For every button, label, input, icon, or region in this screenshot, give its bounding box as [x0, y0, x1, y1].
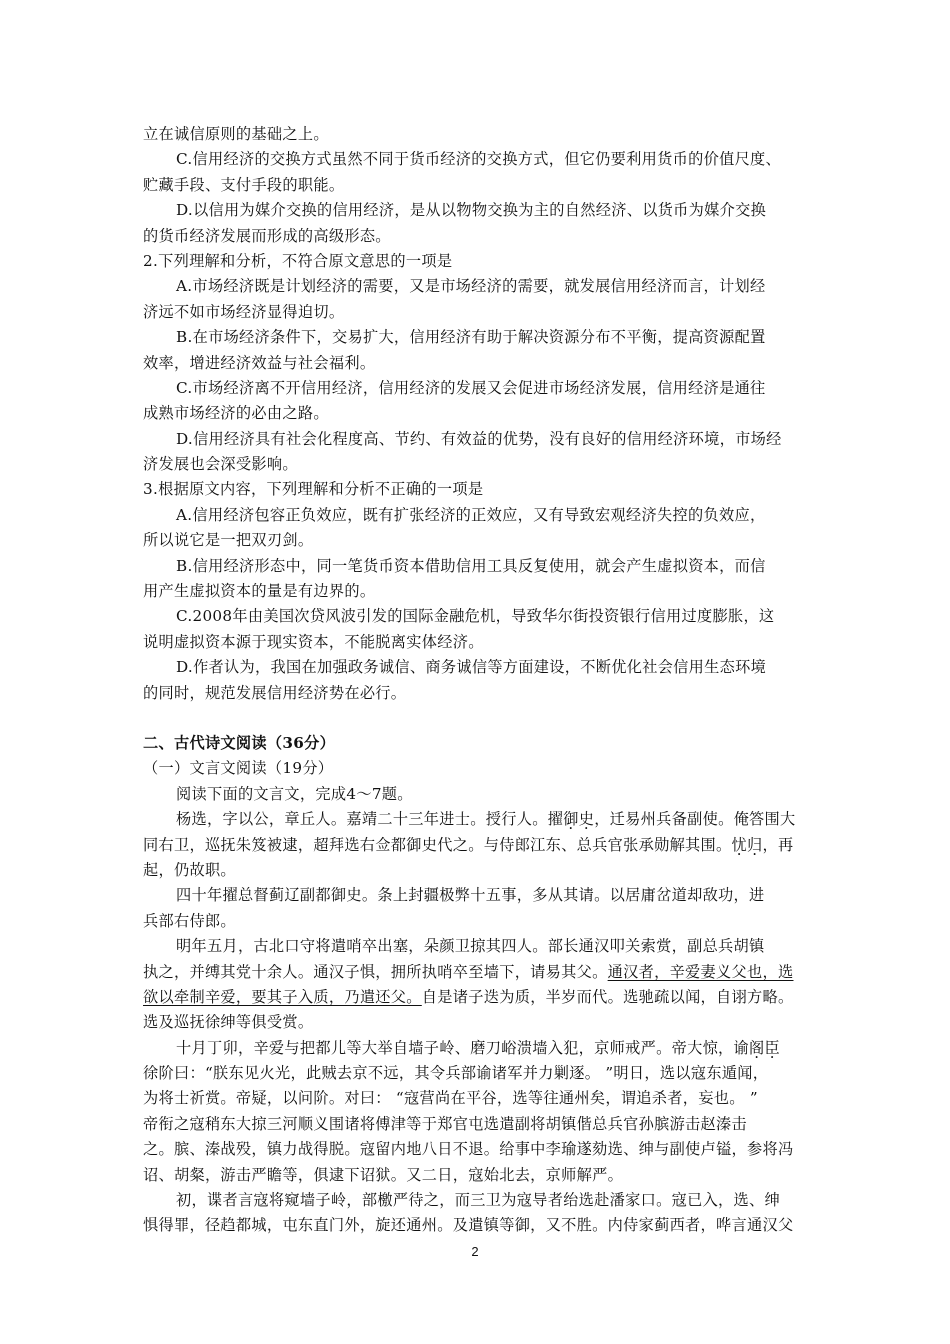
- section-heading: 二、古代诗文阅读（36分）: [143, 733, 336, 752]
- emphasized-char: 归: [747, 835, 763, 854]
- subsection-heading: （一）文言文阅读（19分）: [143, 759, 334, 778]
- option-a: A.信用经济包容正负效应，既有扩张经济的正效应，又有导致宏观经济失控的负效应，: [176, 505, 766, 524]
- emphasized-char: 忧: [731, 835, 748, 854]
- passage-line: 初，谍者言寇将窥墙子岭，部檄严待之，而三卫为寇导者绐选赴潘家口。寇已入，选、绅: [176, 1191, 781, 1210]
- emphasized-char: 臣: [764, 1038, 781, 1057]
- passage-line: 四十年擢总督蓟辽副都御史。条上封疆极弊十五事，多从其请。以居庸岔道却敌功，进: [176, 886, 765, 905]
- passage-line: [143, 833, 811, 858]
- passage-line: 之。膑、溱战殁，镇力战得脱。寇留内地八日不退。给事中李瑜遂劾选、绅与副使卢镒，参将冯: [143, 1140, 794, 1159]
- emphasized-char: 阁: [749, 1038, 765, 1057]
- emphasized-char: 史: [578, 810, 595, 829]
- passage-line: 明年五月，古北口守将遣哨卒出塞，朵颜卫掠其四人。部长通汉叩关索赏，副总兵胡镇: [176, 937, 765, 956]
- text-line: 济发展也会深受影响。: [143, 455, 298, 474]
- text-line: 所以说它是一把双刃剑。: [143, 531, 314, 550]
- passage-line: [143, 1036, 811, 1061]
- passage-text: 同右卫，巡抚朱笈被逮，超拜选右佥都御史代之。与侍郎江东、总兵官张承勋解其围。: [143, 835, 732, 854]
- text-line: 用产生虚拟资本的量是有边界的。: [143, 582, 376, 601]
- option-d: D.作者认为，我国在加强政务诚信、商务诚信等方面建设，不断优化社会信用生态环境: [176, 658, 767, 677]
- question-3: 3.根据原文内容，下列理解和分析不正确的一项是: [143, 480, 484, 499]
- passage-line: 徐阶曰：“朕东见火光，此贼去京不远，其令兵部谕诸军并力剿逐。 ”明日，选以寇东遁闻，: [143, 1064, 769, 1083]
- option-d: D.信用经济具有社会化程度高、节约、有效益的优势，没有良好的信用经济环境，市场经: [176, 429, 782, 448]
- passage-line: [143, 985, 811, 1010]
- option-a: A.市场经济既是计划经济的需要，又是市场经济的需要，就发展信用经济而言，计划经: [176, 277, 766, 296]
- instruction: 阅读下面的文言文，完成4～7题。: [176, 784, 413, 803]
- underlined-sentence: 欲以牵制辛爱，要其子入质，乃遣还父。: [143, 987, 422, 1006]
- option-c: C.市场经济离不开信用经济，信用经济的发展又会促进市场经济发展，信用经济是通往: [176, 378, 766, 397]
- underlined-sentence: 通汉者，辛爱妻义父也，选: [607, 962, 794, 981]
- text-line: 济远不如市场经济显得迫切。: [143, 302, 345, 321]
- text-line: 立在诚信原则的基础之上。: [143, 125, 329, 143]
- passage-line: 起，仍故职。: [143, 860, 236, 879]
- passage-line: 惧得罪，径趋都城，屯东直门外，旋还通州。及遣镇等御，又不胜。内侍家蓟西者，哗言通汉父: [143, 1216, 794, 1235]
- unpunctuated-sentence: 帝衔之寇稍东大掠三河顺义围诸将傅津等于郑官屯选遣副将胡镇偕总兵官孙膑游击赵溱击: [143, 1114, 748, 1133]
- passage-text: 执之，并缚其党十余人。通汉子惧，拥所执哨卒至墙下，请易其父。: [143, 962, 608, 981]
- option-c: C.信用经济的交换方式虽然不同于货币经济的交换方式，但它仍要利用货币的价值尺度、: [176, 150, 782, 169]
- text-line: 效率，增进经济效益与社会福利。: [143, 353, 376, 372]
- passage-text: 十月丁卯，辛爱与把都儿等大举自墙子岭、磨刀峪溃墙入犯，京师戒严。帝大惊，谕: [176, 1038, 750, 1057]
- text-line: 说明虚拟资本源于现实资本，不能脱离实体经济。: [143, 632, 484, 651]
- passage-line: 为将士祈赏。帝疑，以问阶。对曰： “寇营尚在平谷，选等往通州矣，谓追杀者，妄也。 ”: [143, 1089, 758, 1108]
- question-2: 2.下列理解和分析，不符合原文意思的一项是: [143, 251, 453, 270]
- page-content: [143, 122, 811, 1239]
- option-c: C.2008年由美国次贷风波引发的国际金融危机，导致华尔街投资银行信用过度膨胀，这: [176, 607, 775, 626]
- passage-text: 自是诸子迭为质，半岁而代。选驰疏以闻，自诩方略。: [421, 987, 794, 1006]
- passage-text: 杨选，字以公，章丘人。嘉靖二十三年进士。授行人。擢: [176, 810, 564, 829]
- option-b: B.在市场经济条件下，交易扩大，信用经济有助于解决资源分布不平衡，提高资源配置: [176, 328, 766, 347]
- emphasized-char: 御: [563, 810, 579, 829]
- text-line: 的同时，规范发展信用经济势在必行。: [143, 683, 407, 702]
- option-d: D.以信用为媒介交换的信用经济，是从以物物交换为主的自然经济、以货币为媒介交换: [176, 201, 767, 220]
- passage-line: [143, 960, 811, 985]
- passage-text: ，再: [762, 835, 794, 854]
- passage-line: 兵部右侍郎。: [143, 911, 236, 930]
- text-line: 贮藏手段、支付手段的职能。: [143, 175, 345, 194]
- text-line: 成熟市场经济的必由之路。: [143, 404, 329, 423]
- text-line: 的货币经济发展而形成的高级形态。: [143, 226, 391, 245]
- passage-line: [143, 807, 811, 832]
- spacer: [143, 706, 811, 731]
- passage-line: 选及巡抚徐绅等俱受赏。: [143, 1013, 314, 1032]
- passage-line: 诏、胡粲，游击严瞻等，俱逮下诏狱。又二日，寇始北去，京师解严。: [143, 1165, 624, 1184]
- page-number: 2: [471, 1244, 479, 1259]
- passage-text: ，迁易州兵备副使。俺答围大: [594, 810, 796, 829]
- option-b: B.信用经济形态中，同一笔货币资本借助信用工具反复使用，就会产生虚拟资本，而信: [176, 556, 766, 575]
